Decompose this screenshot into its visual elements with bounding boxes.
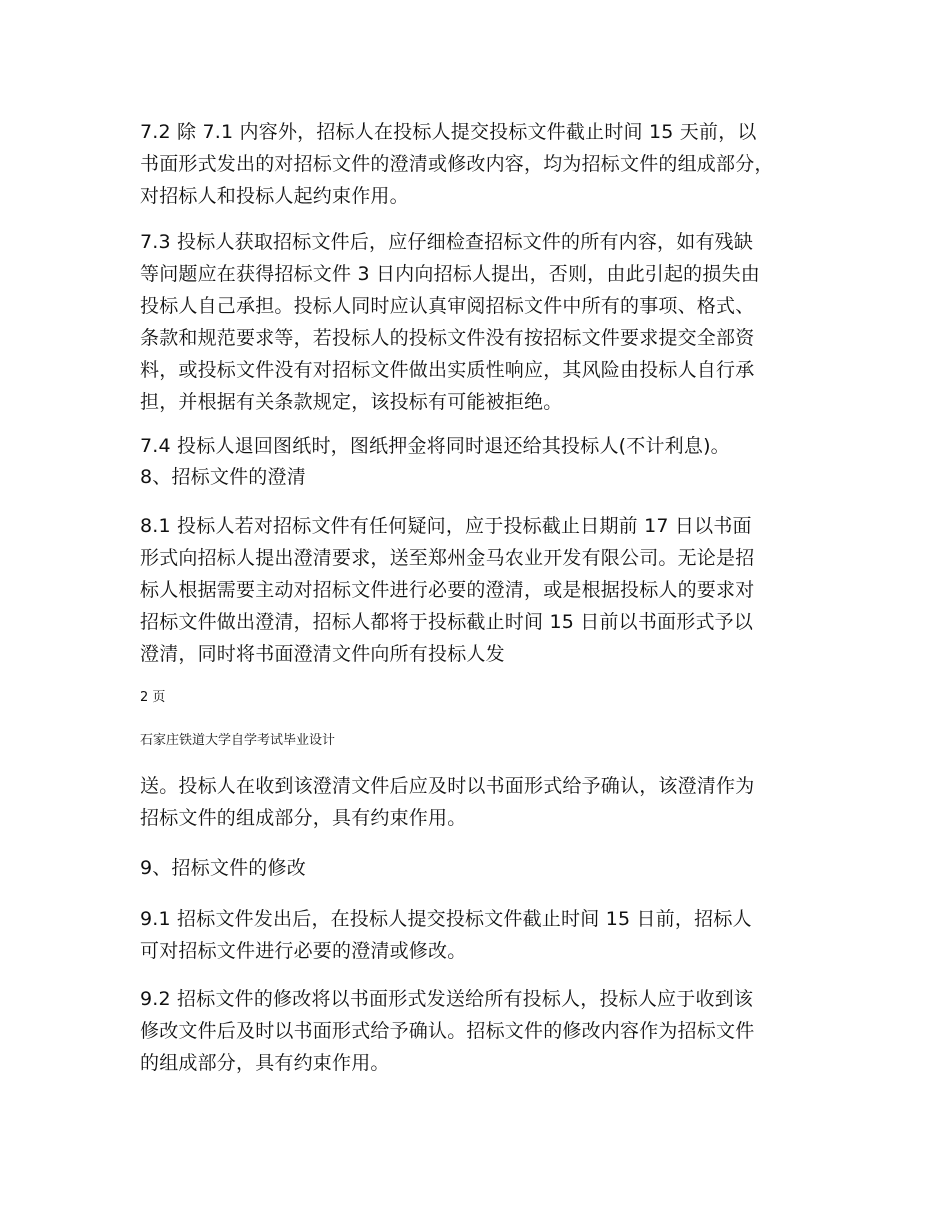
text-line: 8.1 投标人若对招标文件有任何疑问，应于投标截止日期前 17 日以书面 xyxy=(140,515,752,537)
running-header xyxy=(140,731,840,751)
text-line: 投标人自己承担。投标人同时应认真审阅招标文件中所有的事项、格式、 xyxy=(140,295,755,317)
paragraph-7-2 xyxy=(140,116,840,212)
text-line: 7.2 除 7.1 内容外，招标人在投标人提交投标文件截止时间 15 天前，以 xyxy=(140,121,757,143)
text-line: 可对招标文件进行必要的澄清或修改。 xyxy=(140,940,467,962)
text-line: 招标文件的组成部分，具有约束作用。 xyxy=(140,807,467,829)
text-line: 书面形式发出的对招标文件的澄清或修改内容，均为招标文件的组成部分， xyxy=(140,153,774,175)
text-line: 送。投标人在收到该澄清文件后应及时以书面形式给予确认，该澄清作为 xyxy=(140,775,755,797)
text-line: 7.4 投标人退回图纸时，图纸押金将同时退还给其投标人(不计利息)。 xyxy=(140,435,730,457)
text-line: 形式向招标人提出澄清要求，送至郑州金马农业开发有限公司。无论是招 xyxy=(140,547,755,569)
text-line: 招标文件做出澄清，招标人都将于投标截止时间 15 日前以书面形式予以 xyxy=(140,611,754,633)
page-number xyxy=(140,688,840,708)
section-heading: 9、招标文件的修改 xyxy=(140,857,306,879)
text-line: 7.3 投标人获取招标文件后，应仔细检查招标文件的所有内容，如有残缺 xyxy=(140,231,754,253)
section-heading-8 xyxy=(140,461,840,493)
paragraph-7-3 xyxy=(140,226,840,418)
text-line: 对招标人和投标人起约束作用。 xyxy=(140,185,409,207)
text-line: 澄清，同时将书面澄清文件向所有投标人发 xyxy=(140,643,505,665)
page-number-text: 2 页 xyxy=(140,690,166,705)
paragraph-9-1 xyxy=(140,903,840,967)
text-line: 修改文件后及时以书面形式给予确认。招标文件的修改内容作为招标文件 xyxy=(140,1020,755,1042)
paragraph-7-4 xyxy=(140,430,840,462)
section-heading-9 xyxy=(140,852,840,884)
paragraph-8-1 xyxy=(140,510,840,670)
section-heading: 8、招标文件的澄清 xyxy=(140,466,306,488)
text-line: 担，并根据有关条款规定，该投标有可能被拒绝。 xyxy=(140,391,563,413)
text-line: 标人根据需要主动对招标文件进行必要的澄清，或是根据投标人的要求对 xyxy=(140,579,755,601)
text-line: 9.1 招标文件发出后，在投标人提交投标文件截止时间 15 日前，招标人 xyxy=(140,908,752,930)
paragraph-8-1-continued xyxy=(140,770,840,834)
text-line: 9.2 招标文件的修改将以书面形式发送给所有投标人，投标人应于收到该 xyxy=(140,988,754,1010)
running-header-text: 石家庄铁道大学自学考试毕业设计 xyxy=(140,733,336,748)
paragraph-9-2 xyxy=(140,983,840,1079)
text-line: 的组成部分，具有约束作用。 xyxy=(140,1052,390,1074)
text-line: 料，或投标文件没有对招标文件做出实质性响应，其风险由投标人自行承 xyxy=(140,359,755,381)
text-line: 等问题应在获得招标文件 3 日内向招标人提出，否则，由此引起的损失由 xyxy=(140,263,760,285)
text-line: 条款和规范要求等，若投标人的投标文件没有按招标文件要求提交全部资 xyxy=(140,327,755,349)
